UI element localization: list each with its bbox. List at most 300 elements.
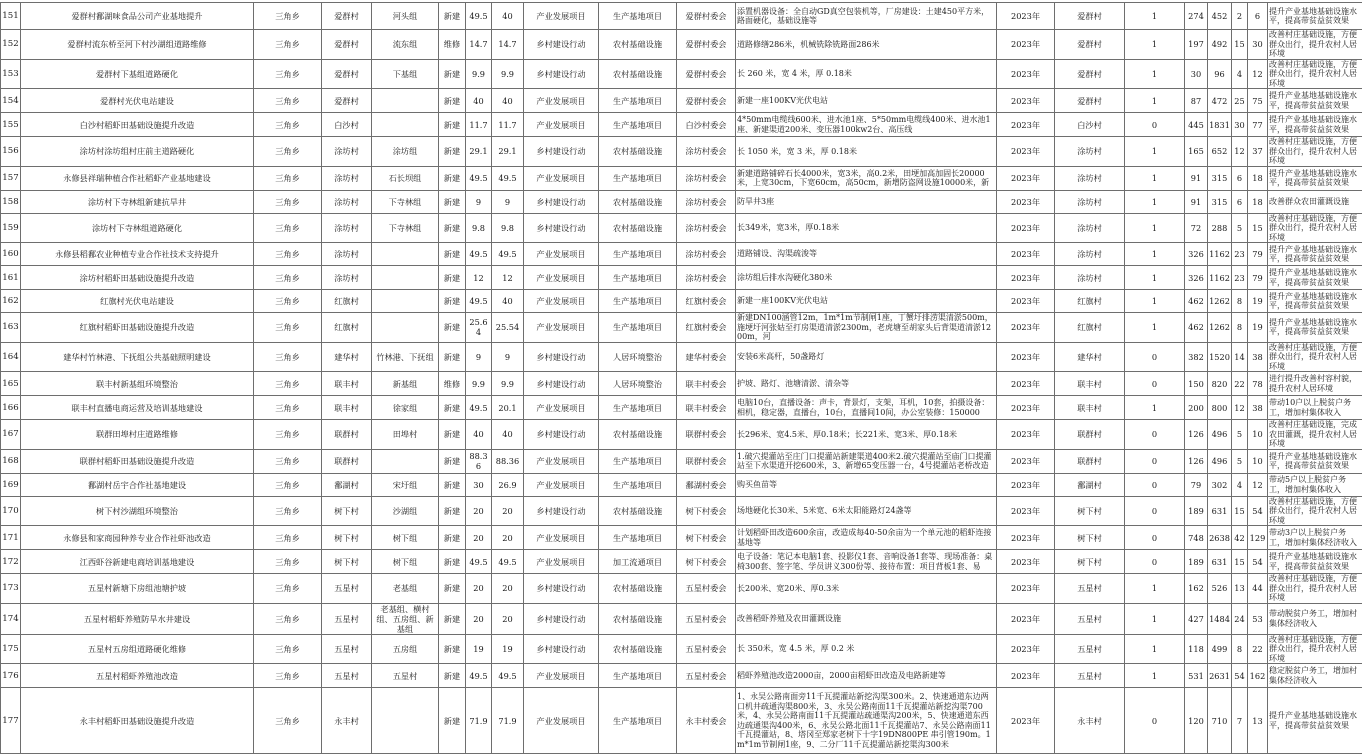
construction-content: 4*50mm电缆线600米、进水池1座、5*50mm电缆线400米、进水池1座、新建渠道200米、变压器100kw2台、高压线 bbox=[736, 113, 997, 137]
row-number: 172 bbox=[1, 550, 21, 574]
village: 五星村 bbox=[322, 603, 372, 634]
fund-amount: 71.9 bbox=[492, 688, 524, 754]
township: 三角乡 bbox=[254, 372, 322, 396]
total-investment: 9 bbox=[466, 342, 492, 372]
construction-content: 场地硬化长30米、5米宽、6米太阳能路灯24盏等 bbox=[736, 496, 997, 526]
project-location: 红旗村 bbox=[1055, 290, 1125, 313]
count-3: 315 bbox=[1208, 190, 1232, 213]
expected-effect: 提升产业基地基础设施水平，提高带贫益贫效果 bbox=[1268, 550, 1362, 574]
fund-amount: 12 bbox=[492, 266, 524, 290]
village-group: 五房组 bbox=[372, 634, 439, 664]
implementing-unit: 红旗村委会 bbox=[677, 290, 736, 313]
row-number: 165 bbox=[1, 372, 21, 396]
count-5: 22 bbox=[1248, 634, 1268, 664]
construction-type: 新建 bbox=[439, 137, 466, 167]
project-location: 涂坊村 bbox=[1055, 166, 1125, 190]
count-1: 1 bbox=[1125, 3, 1185, 30]
construction-type: 新建 bbox=[439, 3, 466, 30]
project-category: 产业发展项目 bbox=[524, 290, 599, 313]
count-2: 79 bbox=[1185, 473, 1208, 496]
township: 三角乡 bbox=[254, 496, 322, 526]
project-name: 爱群村下基组道路硬化 bbox=[21, 59, 254, 89]
count-4: 12 bbox=[1232, 137, 1248, 167]
count-4: 5 bbox=[1232, 449, 1248, 473]
project-category: 产业发展项目 bbox=[524, 266, 599, 290]
construction-content: 长 1050 米，宽 3 米，厚 0.18米 bbox=[736, 137, 997, 167]
count-3: 1262 bbox=[1208, 313, 1232, 343]
project-subcategory: 加工流通项目 bbox=[599, 550, 677, 574]
table-row bbox=[1, 526, 1362, 550]
count-5: 44 bbox=[1248, 574, 1268, 604]
table-row bbox=[1, 243, 1362, 266]
fund-amount: 40 bbox=[492, 3, 524, 30]
project-subcategory: 农村基础设施 bbox=[599, 574, 677, 604]
project-subcategory: 生产基地项目 bbox=[599, 166, 677, 190]
project-subcategory: 农村基础设施 bbox=[599, 634, 677, 664]
count-3: 496 bbox=[1208, 449, 1232, 473]
fund-amount: 25.54 bbox=[492, 313, 524, 343]
count-1: 0 bbox=[1125, 526, 1185, 550]
project-category: 乡村建设行动 bbox=[524, 342, 599, 372]
project-category: 产业发展项目 bbox=[524, 550, 599, 574]
plan-year: 2023年 bbox=[997, 688, 1055, 754]
count-3: 526 bbox=[1208, 574, 1232, 604]
village-group: 河头组 bbox=[372, 3, 439, 30]
township: 三角乡 bbox=[254, 89, 322, 113]
count-1: 0 bbox=[1125, 473, 1185, 496]
count-5: 75 bbox=[1248, 89, 1268, 113]
construction-content: 新建DN100涵管12m，1m*1m节制闸1座，丁蟹圩排涝渠清淤500m，施埂圩河张姑至打房渠道清淤2300m，老虎塘至胡家头后背渠道清淤1200m，河 bbox=[736, 313, 997, 343]
count-5: 19 bbox=[1248, 290, 1268, 313]
township: 三角乡 bbox=[254, 59, 322, 89]
township: 三角乡 bbox=[254, 137, 322, 167]
project-subcategory: 生产基地项目 bbox=[599, 396, 677, 420]
village: 涂坊村 bbox=[322, 137, 372, 167]
village-group: 下寺林组 bbox=[372, 190, 439, 213]
township: 三角乡 bbox=[254, 313, 322, 343]
project-category: 产业发展项目 bbox=[524, 89, 599, 113]
row-number: 160 bbox=[1, 243, 21, 266]
construction-type: 新建 bbox=[439, 574, 466, 604]
project-subcategory: 生产基地项目 bbox=[599, 290, 677, 313]
expected-effect: 提升产业基地基础设施水平，提高带贫益贫效果 bbox=[1268, 113, 1362, 137]
plan-year: 2023年 bbox=[997, 137, 1055, 167]
plan-year: 2023年 bbox=[997, 526, 1055, 550]
count-5: 129 bbox=[1248, 526, 1268, 550]
expected-effect: 改善村庄基础设施，方便群众出行，提升农村人居环境 bbox=[1268, 213, 1362, 243]
construction-content: 1、永吴公路南面旁11千瓦提灌站新挖沟渠300米。2、快速通道东边两口机井疏通沟渠800米，3、永吴公路南面11千瓦提灌站新挖沟渠700米，4、永吴公路南面11千瓦提灌站疏通渠沟200米，5、快速通道东西边疏通渠沟400米，6、永吴公路北面11千瓦提灌站7、永吴公路南面11千瓦提灌站，8、塔冈至郑家老树下十字19DN800PE 串引管190m。1m*1m节制闸1座，9、二分厂11千瓦提灌站新挖渠沟300米 bbox=[736, 688, 997, 754]
fund-amount: 29.1 bbox=[492, 137, 524, 167]
village: 涂坊村 bbox=[322, 266, 372, 290]
table-row bbox=[1, 420, 1362, 450]
table-row bbox=[1, 113, 1362, 137]
count-1: 1 bbox=[1125, 574, 1185, 604]
count-1: 1 bbox=[1125, 634, 1185, 664]
implementing-unit: 涂坊村委会 bbox=[677, 166, 736, 190]
count-4: 25 bbox=[1232, 89, 1248, 113]
count-2: 126 bbox=[1185, 449, 1208, 473]
count-2: 189 bbox=[1185, 496, 1208, 526]
count-5: 6 bbox=[1248, 3, 1268, 30]
fund-amount: 9 bbox=[492, 190, 524, 213]
count-1: 1 bbox=[1125, 89, 1185, 113]
project-category: 乡村建设行动 bbox=[524, 496, 599, 526]
project-subcategory: 农村基础设施 bbox=[599, 137, 677, 167]
count-4: 23 bbox=[1232, 266, 1248, 290]
project-location: 涂坊村 bbox=[1055, 190, 1125, 213]
project-subcategory: 生产基地项目 bbox=[599, 113, 677, 137]
implementing-unit: 涂坊村委会 bbox=[677, 137, 736, 167]
total-investment: 11.7 bbox=[466, 113, 492, 137]
expected-effect: 改善群众农田灌溉设施 bbox=[1268, 190, 1362, 213]
expected-effect: 提升产业基地基础设施水平，提高带贫益贫效果 bbox=[1268, 243, 1362, 266]
count-1: 0 bbox=[1125, 342, 1185, 372]
count-2: 91 bbox=[1185, 190, 1208, 213]
count-4: 22 bbox=[1232, 372, 1248, 396]
project-category: 乡村建设行动 bbox=[524, 372, 599, 396]
project-subcategory: 农村基础设施 bbox=[599, 603, 677, 634]
implementing-unit: 涂坊村委会 bbox=[677, 266, 736, 290]
implementing-unit: 五星村委会 bbox=[677, 574, 736, 604]
count-2: 531 bbox=[1185, 664, 1208, 688]
table-row bbox=[1, 664, 1362, 688]
project-location: 涂坊村 bbox=[1055, 137, 1125, 167]
construction-content: 安装6米高杆，50盏路灯 bbox=[736, 342, 997, 372]
construction-content: 新建一座100KV光伏电站 bbox=[736, 290, 997, 313]
count-1: 0 bbox=[1125, 113, 1185, 137]
implementing-unit: 鄱湖村委会 bbox=[677, 473, 736, 496]
project-name: 白沙村稻虾田基础设施提升改造 bbox=[21, 113, 254, 137]
project-subcategory: 生产基地项目 bbox=[599, 449, 677, 473]
count-4: 4 bbox=[1232, 473, 1248, 496]
project-subcategory: 生产基地项目 bbox=[599, 473, 677, 496]
count-1: 1 bbox=[1125, 664, 1185, 688]
total-investment: 20 bbox=[466, 603, 492, 634]
total-investment: 49.5 bbox=[466, 243, 492, 266]
row-number: 157 bbox=[1, 166, 21, 190]
village-group bbox=[372, 113, 439, 137]
village: 涂坊村 bbox=[322, 190, 372, 213]
count-1: 1 bbox=[1125, 313, 1185, 343]
project-name: 五星村五房组道路硬化维修 bbox=[21, 634, 254, 664]
township: 三角乡 bbox=[254, 396, 322, 420]
project-category: 乡村建设行动 bbox=[524, 634, 599, 664]
count-4: 2 bbox=[1232, 3, 1248, 30]
expected-effect: 带动脱贫户务工，增加村集体经济收入 bbox=[1268, 603, 1362, 634]
construction-content: 道路修缮286米，机械铣除铣路面286米 bbox=[736, 30, 997, 60]
township: 三角乡 bbox=[254, 213, 322, 243]
table-row bbox=[1, 688, 1362, 754]
fund-amount: 9.9 bbox=[492, 59, 524, 89]
village-group: 五星村 bbox=[372, 664, 439, 688]
village: 白沙村 bbox=[322, 113, 372, 137]
count-4: 5 bbox=[1232, 213, 1248, 243]
village: 鄱湖村 bbox=[322, 473, 372, 496]
project-location: 鄱湖村 bbox=[1055, 473, 1125, 496]
project-subcategory: 农村基础设施 bbox=[599, 420, 677, 450]
construction-type: 新建 bbox=[439, 89, 466, 113]
township: 三角乡 bbox=[254, 243, 322, 266]
table-row bbox=[1, 266, 1362, 290]
implementing-unit: 爱群村委会 bbox=[677, 3, 736, 30]
construction-content: 添置机器设备：全自动GD真空包装机等，厂房建设：土建450平方米，路面硬化，基础设施等 bbox=[736, 3, 997, 30]
project-category: 乡村建设行动 bbox=[524, 59, 599, 89]
village-group: 田埠村 bbox=[372, 420, 439, 450]
row-number: 170 bbox=[1, 496, 21, 526]
count-2: 462 bbox=[1185, 290, 1208, 313]
fund-amount: 20 bbox=[492, 603, 524, 634]
construction-type: 新建 bbox=[439, 688, 466, 754]
project-location: 树下村 bbox=[1055, 496, 1125, 526]
project-category: 乡村建设行动 bbox=[524, 420, 599, 450]
implementing-unit: 白沙村委会 bbox=[677, 113, 736, 137]
project-name: 五星村稻虾养殖池改造 bbox=[21, 664, 254, 688]
total-investment: 49.5 bbox=[466, 166, 492, 190]
fund-amount: 49.5 bbox=[492, 166, 524, 190]
construction-type: 新建 bbox=[439, 449, 466, 473]
construction-content: 道路铺设、沟渠疏浚等 bbox=[736, 243, 997, 266]
fund-amount: 9.8 bbox=[492, 213, 524, 243]
table-row bbox=[1, 603, 1362, 634]
township: 三角乡 bbox=[254, 473, 322, 496]
expected-effect: 提升产业基地基础设施水平，提高带贫益贫效果 bbox=[1268, 449, 1362, 473]
project-category: 产业发展项目 bbox=[524, 473, 599, 496]
expected-effect: 改善村庄基础设施，方便群众出行，提升农村人居环境 bbox=[1268, 59, 1362, 89]
plan-year: 2023年 bbox=[997, 166, 1055, 190]
total-investment: 20 bbox=[466, 574, 492, 604]
village: 联丰村 bbox=[322, 372, 372, 396]
project-location: 涂坊村 bbox=[1055, 243, 1125, 266]
count-5: 10 bbox=[1248, 449, 1268, 473]
fund-amount: 49.5 bbox=[492, 664, 524, 688]
count-3: 631 bbox=[1208, 550, 1232, 574]
township: 三角乡 bbox=[254, 603, 322, 634]
implementing-unit: 联丰村委会 bbox=[677, 396, 736, 420]
village-group: 宋圩组 bbox=[372, 473, 439, 496]
project-category: 乡村建设行动 bbox=[524, 30, 599, 60]
row-number: 174 bbox=[1, 603, 21, 634]
village: 爱群村 bbox=[322, 3, 372, 30]
plan-year: 2023年 bbox=[997, 266, 1055, 290]
project-category: 乡村建设行动 bbox=[524, 190, 599, 213]
village-group: 石长坝组 bbox=[372, 166, 439, 190]
village-group: 新基组 bbox=[372, 372, 439, 396]
table-body bbox=[1, 3, 1362, 754]
count-2: 445 bbox=[1185, 113, 1208, 137]
project-name: 涂坊村下寺林组新建抗旱井 bbox=[21, 190, 254, 213]
construction-content: 长200米、宽20米、厚0.3米 bbox=[736, 574, 997, 604]
implementing-unit: 爱群村委会 bbox=[677, 30, 736, 60]
row-number: 154 bbox=[1, 89, 21, 113]
village: 五星村 bbox=[322, 574, 372, 604]
expected-effect: 稳定脱贫户务工，增加村集体经济收入 bbox=[1268, 664, 1362, 688]
count-4: 4 bbox=[1232, 59, 1248, 89]
count-4: 54 bbox=[1232, 664, 1248, 688]
table-row bbox=[1, 137, 1362, 167]
implementing-unit: 爱群村委会 bbox=[677, 89, 736, 113]
project-location: 爱群村 bbox=[1055, 30, 1125, 60]
project-name: 爱群村鄱湖味食品公司产业基地提升 bbox=[21, 3, 254, 30]
count-2: 87 bbox=[1185, 89, 1208, 113]
village: 联群村 bbox=[322, 420, 372, 450]
village-group: 下基组 bbox=[372, 59, 439, 89]
construction-content: 电子设备：笔记本电脑1套、投影仪1套、音响设备1套等、现场准备：桌椅300套、签字笔、学员讲义300份等、接待布置：项目背板1套、易 bbox=[736, 550, 997, 574]
township: 三角乡 bbox=[254, 113, 322, 137]
plan-year: 2023年 bbox=[997, 190, 1055, 213]
plan-year: 2023年 bbox=[997, 396, 1055, 420]
implementing-unit: 树下村委会 bbox=[677, 550, 736, 574]
count-3: 1162 bbox=[1208, 266, 1232, 290]
expected-effect: 改善村庄基础设施，方便群众出行，提升农村人居环境 bbox=[1268, 342, 1362, 372]
row-number: 158 bbox=[1, 190, 21, 213]
construction-type: 维修 bbox=[439, 372, 466, 396]
count-2: 326 bbox=[1185, 243, 1208, 266]
table-row bbox=[1, 30, 1362, 60]
fund-amount: 49.5 bbox=[492, 243, 524, 266]
project-category: 乡村建设行动 bbox=[524, 574, 599, 604]
expected-effect: 改善村庄基础设施，方便群众出行，提升农村人居环境 bbox=[1268, 574, 1362, 604]
row-number: 164 bbox=[1, 342, 21, 372]
count-3: 1484 bbox=[1208, 603, 1232, 634]
village: 五星村 bbox=[322, 664, 372, 688]
plan-year: 2023年 bbox=[997, 634, 1055, 664]
township: 三角乡 bbox=[254, 550, 322, 574]
construction-content: 1.破穴提灌站至庄门口提灌站新建渠道400米2.破穴提灌站至庙门口提灌站至下水渠道开挖600米，3、新增65变压器一台，4号提灌站老桥改造 bbox=[736, 449, 997, 473]
township: 三角乡 bbox=[254, 574, 322, 604]
project-name: 永丰村稻虾田基础设施提升改造 bbox=[21, 688, 254, 754]
total-investment: 30 bbox=[466, 473, 492, 496]
total-investment: 20 bbox=[466, 496, 492, 526]
project-subcategory: 生产基地项目 bbox=[599, 313, 677, 343]
construction-content: 改善稻虾养殖及农田灌溉设施 bbox=[736, 603, 997, 634]
village-group: 涂坊组 bbox=[372, 137, 439, 167]
total-investment: 88.36 bbox=[466, 449, 492, 473]
total-investment: 71.9 bbox=[466, 688, 492, 754]
construction-type: 新建 bbox=[439, 342, 466, 372]
count-3: 1262 bbox=[1208, 290, 1232, 313]
count-5: 10 bbox=[1248, 420, 1268, 450]
total-investment: 40 bbox=[466, 420, 492, 450]
fund-amount: 20 bbox=[492, 526, 524, 550]
count-2: 274 bbox=[1185, 3, 1208, 30]
implementing-unit: 建华村委会 bbox=[677, 342, 736, 372]
fund-amount: 20.1 bbox=[492, 396, 524, 420]
plan-year: 2023年 bbox=[997, 89, 1055, 113]
plan-year: 2023年 bbox=[997, 473, 1055, 496]
implementing-unit: 涂坊村委会 bbox=[677, 190, 736, 213]
table-row bbox=[1, 89, 1362, 113]
count-1: 0 bbox=[1125, 449, 1185, 473]
construction-content: 新建一座100KV光伏电站 bbox=[736, 89, 997, 113]
project-subcategory: 农村基础设施 bbox=[599, 190, 677, 213]
village-group bbox=[372, 290, 439, 313]
count-1: 1 bbox=[1125, 213, 1185, 243]
count-2: 189 bbox=[1185, 550, 1208, 574]
implementing-unit: 爱群村委会 bbox=[677, 59, 736, 89]
table-row bbox=[1, 396, 1362, 420]
implementing-unit: 联群村委会 bbox=[677, 420, 736, 450]
project-name: 红旗村稻虾田基础设施提升改造 bbox=[21, 313, 254, 343]
implementing-unit: 五星村委会 bbox=[677, 603, 736, 634]
plan-year: 2023年 bbox=[997, 113, 1055, 137]
township: 三角乡 bbox=[254, 190, 322, 213]
total-investment: 49.5 bbox=[466, 550, 492, 574]
project-category: 产业发展项目 bbox=[524, 688, 599, 754]
project-subcategory: 农村基础设施 bbox=[599, 59, 677, 89]
total-investment: 9.8 bbox=[466, 213, 492, 243]
construction-type: 新建 bbox=[439, 526, 466, 550]
total-investment: 19 bbox=[466, 634, 492, 664]
village-group bbox=[372, 266, 439, 290]
project-category: 乡村建设行动 bbox=[524, 213, 599, 243]
village: 永丰村 bbox=[322, 688, 372, 754]
table-row bbox=[1, 473, 1362, 496]
count-2: 30 bbox=[1185, 59, 1208, 89]
fund-amount: 14.7 bbox=[492, 30, 524, 60]
project-location: 联丰村 bbox=[1055, 372, 1125, 396]
village-group: 树下组 bbox=[372, 526, 439, 550]
count-1: 1 bbox=[1125, 266, 1185, 290]
table-row bbox=[1, 574, 1362, 604]
plan-year: 2023年 bbox=[997, 372, 1055, 396]
construction-type: 新建 bbox=[439, 420, 466, 450]
count-5: 77 bbox=[1248, 113, 1268, 137]
plan-year: 2023年 bbox=[997, 243, 1055, 266]
project-category: 产业发展项目 bbox=[524, 313, 599, 343]
project-subcategory: 生产基地项目 bbox=[599, 243, 677, 266]
expected-effect: 带动10户以上脱贫户务工，增加村集体收入 bbox=[1268, 396, 1362, 420]
township: 三角乡 bbox=[254, 688, 322, 754]
count-4: 42 bbox=[1232, 526, 1248, 550]
count-3: 652 bbox=[1208, 137, 1232, 167]
count-5: 38 bbox=[1248, 396, 1268, 420]
construction-type: 维修 bbox=[439, 30, 466, 60]
construction-type: 新建 bbox=[439, 59, 466, 89]
total-investment: 20 bbox=[466, 526, 492, 550]
count-3: 2638 bbox=[1208, 526, 1232, 550]
project-category: 乡村建设行动 bbox=[524, 603, 599, 634]
project-subcategory: 生产基地项目 bbox=[599, 526, 677, 550]
row-number: 168 bbox=[1, 449, 21, 473]
village: 涂坊村 bbox=[322, 243, 372, 266]
count-5: 13 bbox=[1248, 688, 1268, 754]
count-4: 30 bbox=[1232, 113, 1248, 137]
count-2: 91 bbox=[1185, 166, 1208, 190]
fund-amount: 9.9 bbox=[492, 372, 524, 396]
project-location: 树下村 bbox=[1055, 526, 1125, 550]
village: 联群村 bbox=[322, 449, 372, 473]
village: 涂坊村 bbox=[322, 166, 372, 190]
count-2: 427 bbox=[1185, 603, 1208, 634]
row-number: 156 bbox=[1, 137, 21, 167]
expected-effect: 提升产业基地基础设施水平，提高带贫益贫效果 bbox=[1268, 313, 1362, 343]
township: 三角乡 bbox=[254, 30, 322, 60]
plan-year: 2023年 bbox=[997, 313, 1055, 343]
row-number: 173 bbox=[1, 574, 21, 604]
construction-type: 新建 bbox=[439, 496, 466, 526]
implementing-unit: 红旗村委会 bbox=[677, 313, 736, 343]
project-subcategory: 生产基地项目 bbox=[599, 266, 677, 290]
count-3: 2631 bbox=[1208, 664, 1232, 688]
count-5: 162 bbox=[1248, 664, 1268, 688]
village: 爱群村 bbox=[322, 30, 372, 60]
implementing-unit: 联丰村委会 bbox=[677, 372, 736, 396]
construction-content: 计划稻虾田改造600余亩，改造成每40-50余亩为一个单元池的稻虾连接基地等 bbox=[736, 526, 997, 550]
project-name: 联群村稻虾田基础设施提升改造 bbox=[21, 449, 254, 473]
count-2: 200 bbox=[1185, 396, 1208, 420]
project-category: 产业发展项目 bbox=[524, 243, 599, 266]
count-3: 1162 bbox=[1208, 243, 1232, 266]
